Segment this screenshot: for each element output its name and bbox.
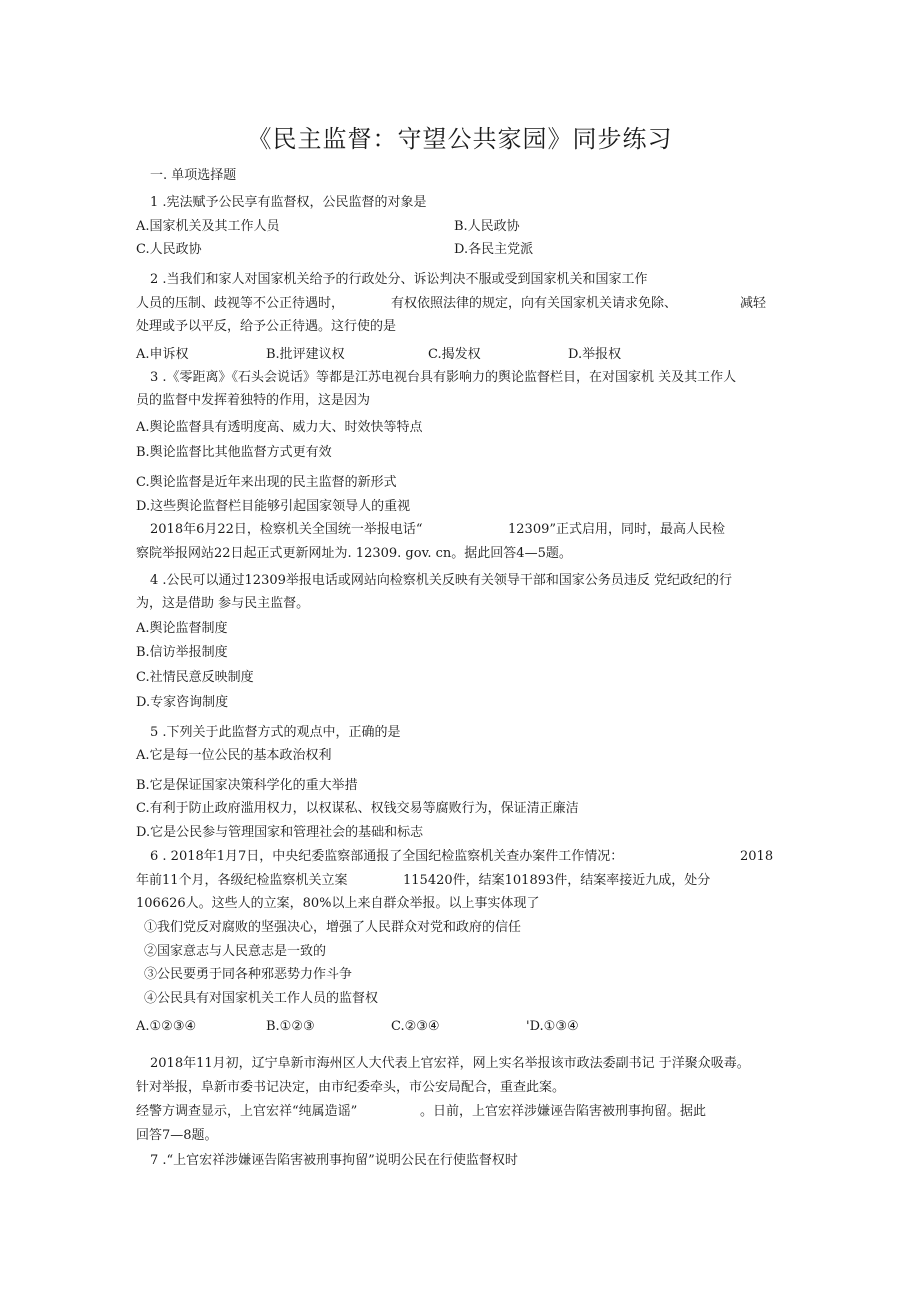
q5-option-b: B.它是保证国家决策科学化的重大举措 [136,778,358,793]
section-heading: 一. 单项选择题 [150,168,237,183]
material-1-line-1a: 2018年6月22日，检察机关全国统一举报电话“ [150,522,423,537]
q4-option-d: D.专家咨询制度 [136,695,229,710]
q6-option-b: B.①②③ [266,1019,315,1034]
q2-option-b: B.批评建议权 [266,347,345,362]
q5-option-d: D.它是公民参与管理国家和管理社会的基础和标志 [136,825,424,840]
q2-option-c: C.揭发权 [428,347,481,362]
q2-line-1: 2 .当我们和家人对国家机关给予的行政处分、诉讼判决不服或受到国家机关和国家工作 [150,272,648,287]
q3-option-b: B.舆论监督比其他监督方式更有效 [136,445,332,460]
q6-line-2b: 115420件，结案101893件，结案率接近九成，处分 [403,873,711,888]
q6-option-d: 'D.①③④ [526,1019,579,1034]
q4-line-2: 为，这是借助 参与民主监督。 [136,596,310,611]
q6-line-1a: 6 . 2018年1月7日，中央纪委监察部通报了全国纪检监察机关查办案件工作情况： [150,849,624,864]
q1-option-b: B.人民政协 [454,219,520,234]
q1-option-d: D.各民主党派 [454,242,534,257]
material-2-line-3a: 经警方调查显示，上官宏祥“纯属造谣” [136,1104,358,1119]
q6-statement-4: ④公民具有对国家机关工作人员的监督权 [144,991,379,1006]
q1-option-a: A.国家机关及其工作人员 [136,219,280,234]
q1-option-c: C.人民政协 [136,242,202,257]
material-2-line-3b: 。日前，上官宏祥涉嫌诬告陷害被刑事拘留。据此 [420,1104,707,1119]
q6-option-a: A.①②③④ [136,1019,197,1034]
q6-statement-3: ③公民要勇于同各种邪恶势力作斗争 [144,967,353,982]
material-2-line-1: 2018年11月初，辽宁阜新市海州区人大代表上官宏祥，网上实名举报该市政法委副书记 于洋聚众吸毒。 [150,1056,750,1071]
q2-line-3: 处理或予以平反，给予公正待遇。这行使的是 [136,319,397,334]
q2-option-a: A.申诉权 [136,347,189,362]
q5-option-a: A.它是每一位公民的基本政治权利 [136,748,332,763]
material-1-line-2: 察院举报网站22日起正式更新网址为. 12309. gov. cn。据此回答4—5题。 [136,546,572,561]
q6-line-1b: 2018 [740,849,774,864]
q5-stem: 5 .下列关于此监督方式的观点中，正确的是 [150,725,401,740]
material-2-line-2: 针对举报，阜新市委书记决定，由市纪委牵头，市公安局配合，重查此案。 [136,1080,566,1095]
q6-statement-2: ②国家意志与人民意志是一致的 [144,944,327,959]
q6-line-3: 106626人。这些人的立案，80%以上来自群众举报。以上事实体现了 [136,896,540,911]
q1-stem: 1 .宪法赋予公民享有监督权，公民监督的对象是 [150,195,427,210]
q3-line-1: 3 .《零距离》《石头会说话》等都是江苏电视台具有影响力的舆论监督栏目，在对国家机 关及其工作人 [150,370,737,385]
q2-line-2c: 减轻 [740,296,767,311]
q3-option-d: D.这些舆论监督栏目能够引起国家领导人的重视 [136,499,411,514]
q6-statement-1: ①我们党反对腐败的坚强决心，增强了人民群众对党和政府的信任 [144,920,522,935]
q5-option-c: C.有利于防止政府滥用权力，以权谋私、权钱交易等腐败行为，保证清正廉洁 [136,801,579,816]
q3-line-2: 员的监督中发挥着独特的作用，这是因为 [136,393,371,408]
material-1-line-1b: 12309”正式启用，同时，最高人民检 [508,522,726,537]
q4-option-b: B.信访举报制度 [136,645,228,660]
q6-option-c: C.②③④ [391,1019,440,1034]
q3-option-c: C.舆论监督是近年来出现的民主监督的新形式 [136,475,397,490]
q2-line-2a: 人员的压制、歧视等不公正待遇时， [136,296,345,311]
q4-line-1: 4 .公民可以通过12309举报电话或网站向检察机关反映有关领导干部和国家公务员违反 党纪政纪的行 [150,573,733,588]
q7-stem: 7 .“上官宏祥涉嫌诬告陷害被刑事拘留”说明公民在行使监督权时 [150,1153,518,1168]
q6-line-2a: 年前11个月，各级纪检监察机关立案 [136,873,348,888]
page-title: 《民主监督：守望公共家园》同步练习 [247,125,673,153]
q4-option-a: A.舆论监督制度 [136,621,228,636]
q4-option-c: C.社情民意反映制度 [136,670,254,685]
material-2-line-4: 回答7—8题。 [136,1128,218,1143]
q2-line-2b: 有权依照法律的规定，向有关国家机关请求免除、 [391,296,678,311]
q2-option-d: D.举报权 [568,347,622,362]
q3-option-a: A.舆论监督具有透明度高、威力大、时效快等特点 [136,420,423,435]
